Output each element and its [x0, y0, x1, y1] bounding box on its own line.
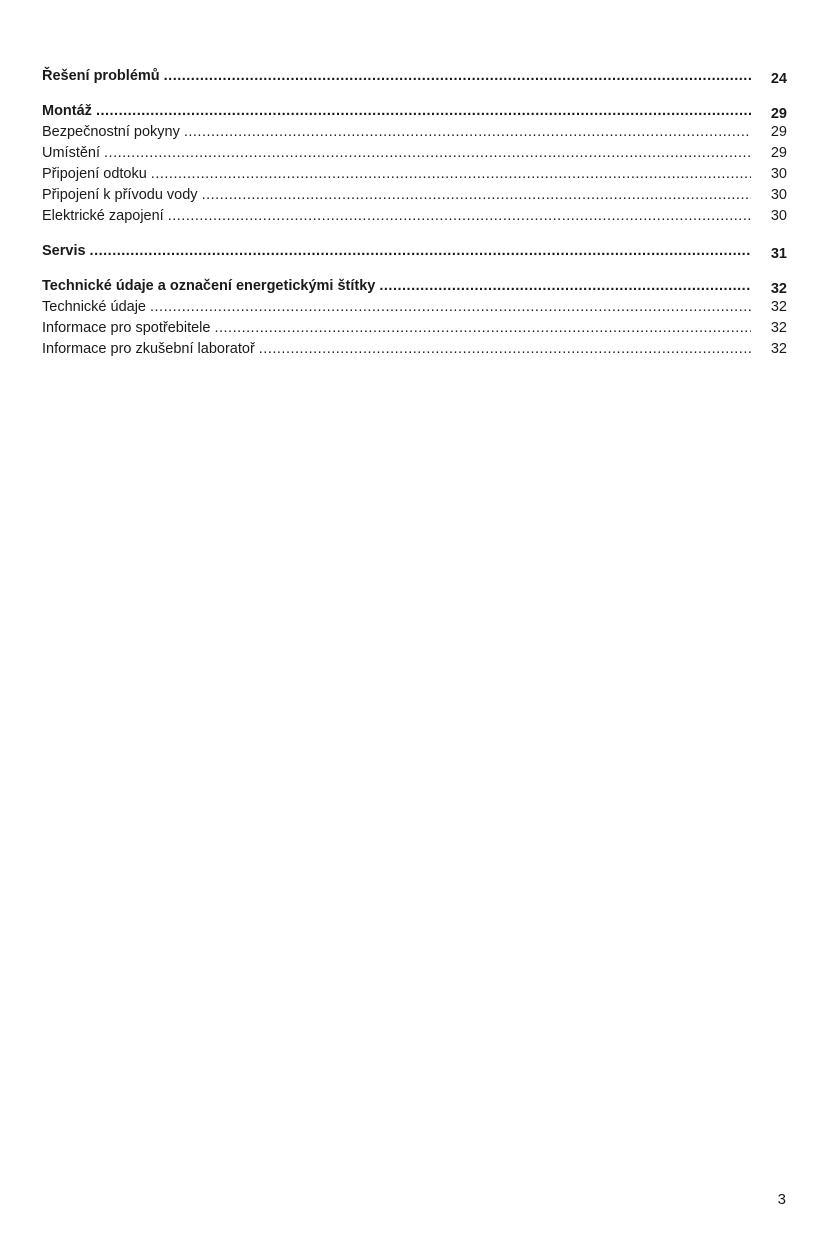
dot-leader: [96, 101, 751, 122]
toc-page-number: 32: [770, 281, 787, 297]
toc-item-title: Informace pro zkušební laboratoř: [42, 341, 255, 357]
toc-page-number: 32: [770, 341, 787, 357]
toc-item-pripojeni-odtoku[interactable]: [42, 164, 787, 185]
toc-item-umisteni[interactable]: [42, 143, 787, 164]
toc-page-number: 24: [770, 71, 787, 87]
toc-item-elektricke-zapojeni[interactable]: [42, 206, 787, 227]
toc-page-number: 30: [770, 187, 787, 203]
dot-leader: [151, 164, 751, 185]
toc-item-title: Elektrické zapojení: [42, 208, 164, 224]
toc-heading-technicke-udaje[interactable]: [42, 276, 787, 297]
toc-item-informace-pro-zkusebni-laborator[interactable]: [42, 339, 787, 360]
footer-page-number: 3: [777, 1191, 786, 1208]
toc-page-number: 29: [770, 145, 787, 161]
dot-leader: [90, 241, 751, 262]
toc-heading-title: Servis: [42, 243, 86, 259]
toc-page-number: 30: [770, 166, 787, 182]
dot-leader: [214, 318, 751, 339]
toc-item-informace-pro-spotrebitele[interactable]: [42, 318, 787, 339]
toc-page-number: 30: [770, 208, 787, 224]
toc-item-title: Připojení k přívodu vody: [42, 187, 198, 203]
toc-heading-title: Řešení problémů: [42, 68, 160, 84]
dot-leader: [104, 143, 751, 164]
toc-page-number: 31: [770, 246, 787, 262]
toc-page-number: 29: [770, 124, 787, 140]
toc-item-title: Technické údaje: [42, 299, 146, 315]
toc-heading-montaz[interactable]: [42, 101, 787, 122]
table-of-contents: [42, 66, 787, 360]
dot-leader: [259, 339, 751, 360]
toc-heading-title: Montáž: [42, 103, 92, 119]
toc-heading-title: Technické údaje a označení energetickými štítky: [42, 278, 376, 294]
dot-leader: [202, 185, 751, 206]
toc-item-technicke-udaje[interactable]: [42, 297, 787, 318]
dot-leader: [150, 297, 751, 318]
toc-item-title: Informace pro spotřebitele: [42, 320, 211, 336]
section-gap: [42, 87, 787, 101]
toc-item-title: Připojení odtoku: [42, 166, 147, 182]
dot-leader: [168, 206, 751, 227]
section-gap: [42, 227, 787, 241]
toc-heading-servis[interactable]: [42, 241, 787, 262]
toc-page-number: 29: [770, 106, 787, 122]
dot-leader: [379, 276, 751, 297]
toc-item-title: Umístění: [42, 145, 101, 161]
toc-heading-reseni-problemu[interactable]: [42, 66, 787, 87]
toc-item-pripojeni-k-privodu-vody[interactable]: [42, 185, 787, 206]
toc-page-number: 32: [770, 299, 787, 315]
dot-leader: [164, 66, 751, 87]
dot-leader: [184, 122, 751, 143]
toc-item-bezpecnostni-pokyny[interactable]: [42, 122, 787, 143]
toc-item-title: Bezpečnostní pokyny: [42, 124, 180, 140]
section-gap: [42, 262, 787, 276]
toc-page-number: 32: [770, 320, 787, 336]
